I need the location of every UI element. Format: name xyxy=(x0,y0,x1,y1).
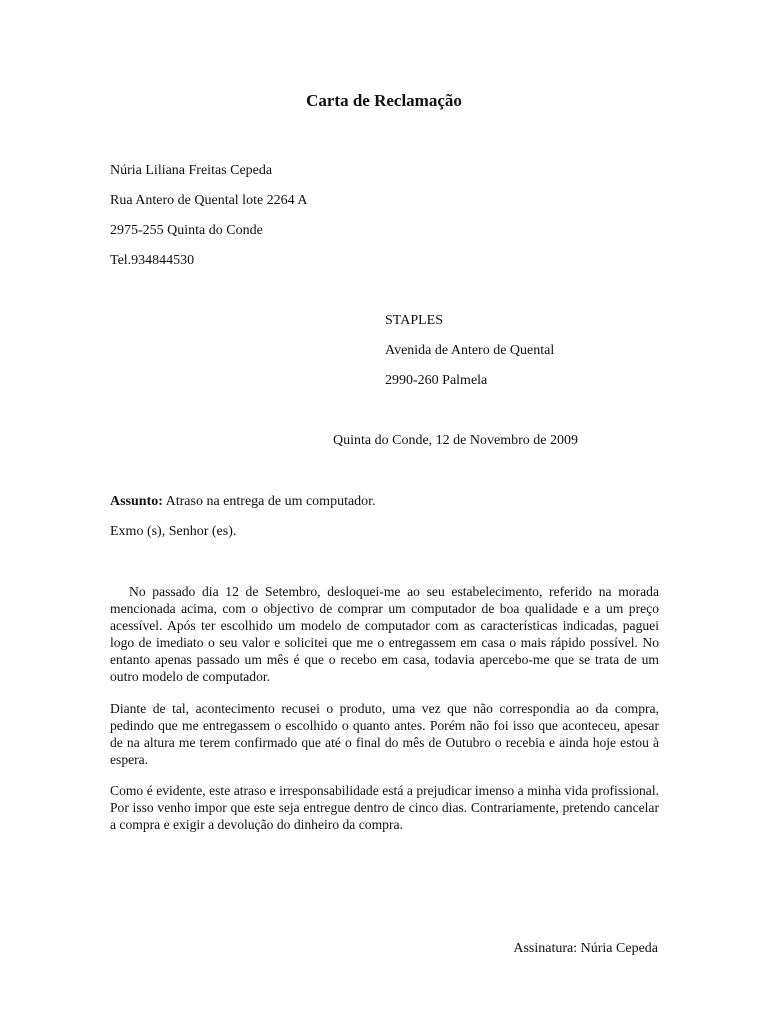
body-paragraph-2: Diante de tal, acontecimento recusei o produto, uma vez que não correspondia ao da compra, pedindo que me entregassem o escolhido o quanto antes. Porém não foi isso que aconteceu, apesar de na altura me terem confirmado que até o final do mês de Outubro o recebia e ainda hoje estou à espera. xyxy=(110,701,659,767)
sender-name: Núria Liliana Freitas Cepeda xyxy=(110,163,273,178)
body-paragraph-3: Como é evidente, este atraso e irresponsabilidade está a prejudicar imenso a minha vida profissional. Por isso venho impor que este seja entregue dentro de cinco dias. Contrariamente, pretendo cancelar a compra e exigir a devolução do dinheiro da compra. xyxy=(110,783,659,832)
salutation: Exmo (s), Senhor (es). xyxy=(110,524,237,539)
subject-line xyxy=(110,493,376,511)
letter-title: Carta de Reclamação xyxy=(306,91,462,110)
subject-label: Assunto: xyxy=(110,494,163,509)
recipient-address-line1: Avenida de Antero de Quental xyxy=(385,343,555,358)
place-date: Quinta do Conde, 12 de Novembro de 2009 xyxy=(333,433,578,448)
body-paragraph-1: No passado dia 12 de Setembro, desloquei-me ao seu estabelecimento, referido na morada mencionada acima, com o objectivo de comprar um computador de boa qualidade e a um preço acessível. Após ter escolhido um modelo de computador com as características indicadas, paguei logo de imediato o seu valor e solicitei que me o entregassem em casa o mais rápido possível. No entanto apenas passado um mês é que o recebo em casa, todavia apercebo-me que se trata de um outro modelo de computador. xyxy=(110,584,659,684)
subject-text: Atraso na entrega de um computador. xyxy=(162,494,376,509)
sender-phone: Tel.934844530 xyxy=(110,253,195,268)
recipient-name: STAPLES xyxy=(385,313,444,328)
sender-address-line2: 2975-255 Quinta do Conde xyxy=(110,223,263,238)
sender-address-line1: Rua Antero de Quental lote 2264 A xyxy=(110,193,308,208)
signature: Assinatura: Núria Cepeda xyxy=(513,941,658,956)
recipient-address-line2: 2990-260 Palmela xyxy=(385,373,488,388)
